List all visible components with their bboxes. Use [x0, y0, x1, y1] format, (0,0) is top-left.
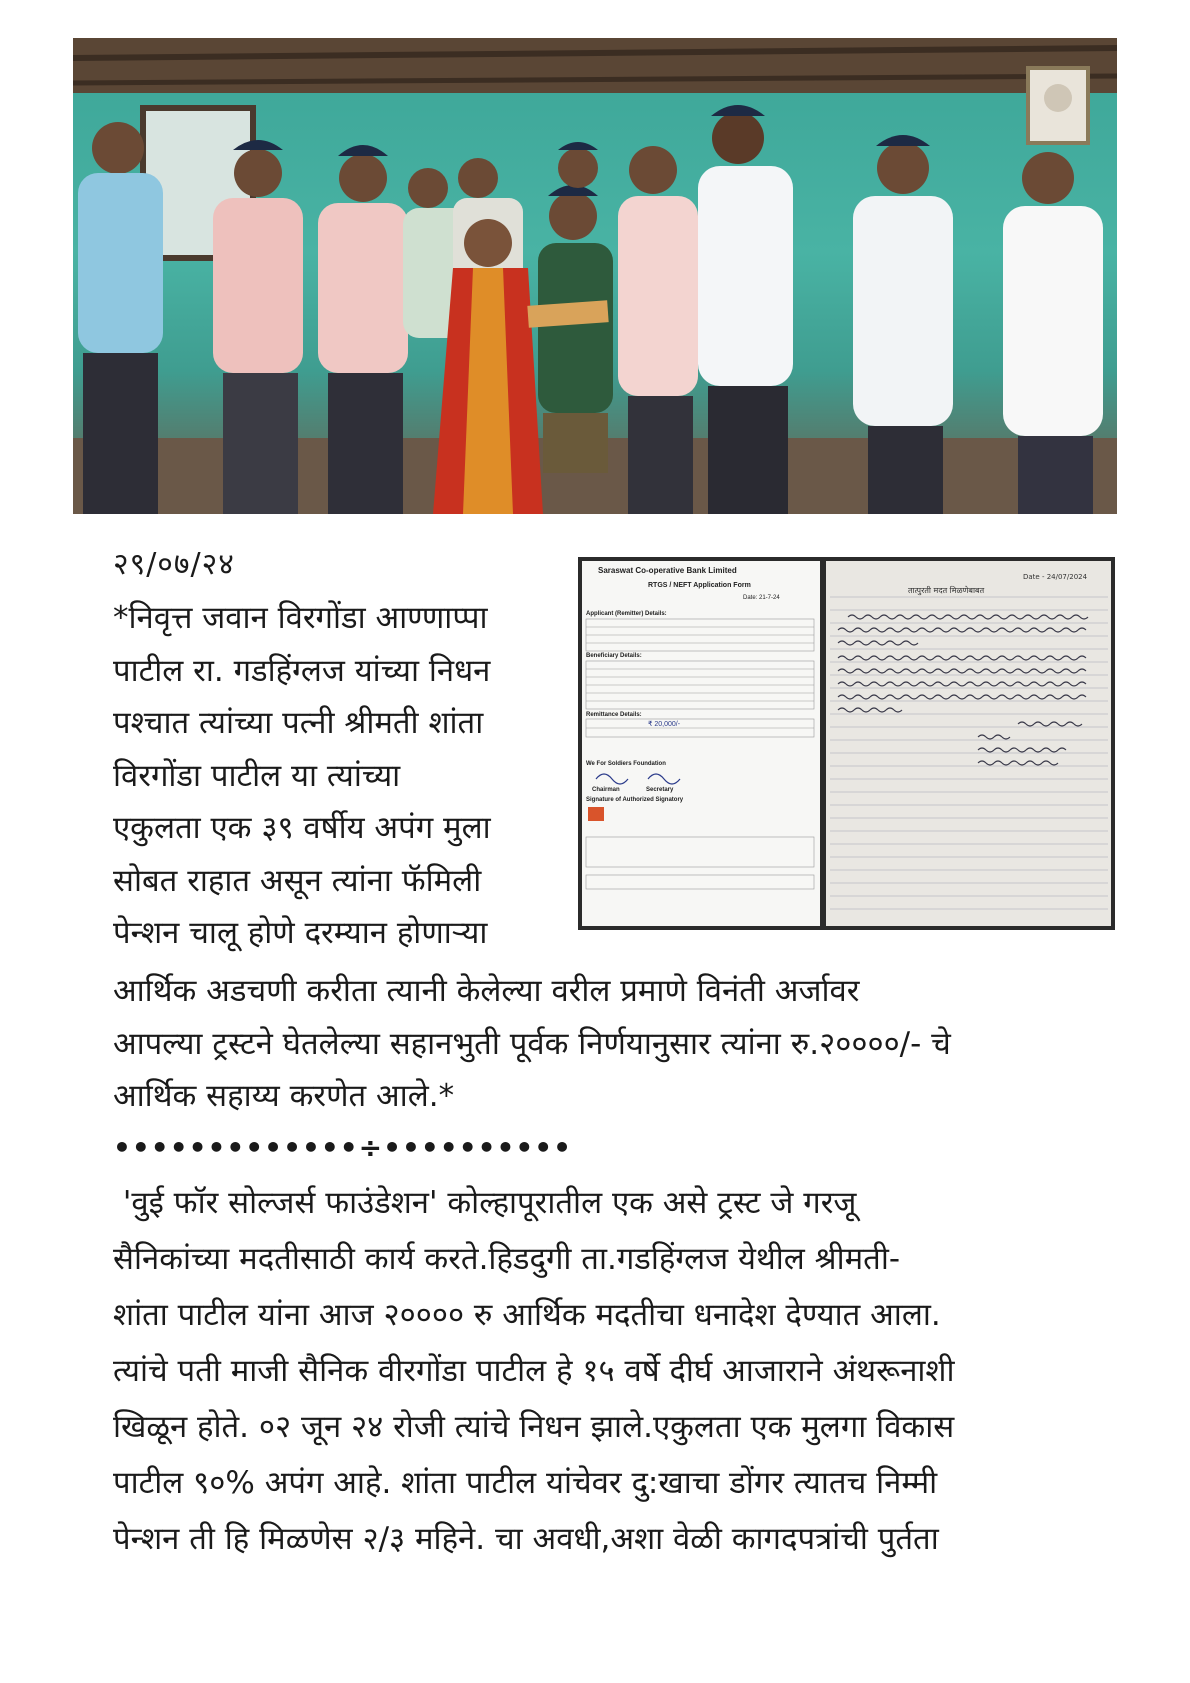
bank-name: Saraswat Co-operative Bank Limited	[598, 566, 737, 575]
document-scans	[578, 557, 1115, 930]
signature-label: Chairman	[592, 787, 620, 793]
text-line: पाटील रा. गडहिंग्लज यांच्या निधन	[113, 652, 491, 689]
form-section: Applicant (Remitter) Details:	[586, 611, 667, 617]
text-line: शांता पाटील यांना आज २०००० रु आर्थिक मदतीचा धनादेश देण्यात आला.	[113, 1297, 941, 1333]
group-photo	[73, 38, 1117, 514]
form-date: Date: 21-7-24	[743, 595, 780, 601]
post-date: २९/०७/२४	[113, 547, 235, 582]
form-title: RTGS / NEFT Application Form	[648, 582, 751, 589]
text-line: खिळून होते. ०२ जून २४ रोजी त्यांचे निधन झाले.एकुलता एक मुलगा विकास	[113, 1409, 955, 1445]
rtgs-form-and-letter-icon	[578, 557, 1115, 930]
text-line: सैनिकांच्या मदतीसाठी कार्य करते.हिडदुगी ता.गडहिंग्लज येथील श्रीमती-	[113, 1241, 901, 1277]
text-line: आर्थिक अडचणी करीता त्यानी केलेल्या वरील प्रमाणे विनंती अर्जावर	[113, 973, 860, 1009]
form-section: Beneficiary Details:	[586, 653, 642, 659]
text-line: सोबत राहात असून त्यांना फॅमिली	[113, 862, 482, 899]
text-line: विरगोंडा पाटील या त्यांच्या	[113, 757, 401, 794]
letter-date: Date - 24/07/2024	[1023, 573, 1088, 581]
group-photo-cheque-handover-icon	[73, 38, 1117, 514]
text-line: पाटील ९०% अपंग आहे. शांता पाटील यांचेवर दु:खाचा डोंगर त्यातच निम्मी	[113, 1465, 938, 1501]
text-line: आपल्या ट्रस्टने घेतलेल्या सहानभुती पूर्वक निर्णयानुसार त्यांना रु.२००००/- चे	[113, 1025, 951, 1062]
text-line: पेन्शन चालू होणे दरम्यान होणाऱ्या	[113, 915, 488, 951]
text-line: आर्थिक सहाय्य करणेत आले.*	[113, 1078, 455, 1114]
form-section: Remittance Details:	[586, 712, 642, 718]
text-line: पेन्शन ती हि मिळणेस २/३ महिने. चा अवधी,अशा वेळी कागदपत्रांची पुर्तता	[113, 1521, 939, 1557]
signature-label: Secretary	[646, 787, 674, 793]
paragraph-2	[113, 1175, 1093, 1567]
text-line: *निवृत्त जवान विरगोंडा आण्णाप्पा	[113, 600, 488, 636]
dotted-divider: •••••••••••••÷••••••••••	[113, 1131, 573, 1164]
paragraph-1-intro	[113, 592, 568, 960]
text-line: 'वुई फॉर सोल्जर्स फाउंडेशन' कोल्हापूरातील एक असे ट्रस्ट जे गरजू	[113, 1185, 857, 1221]
paragraph-1-continued	[113, 965, 1093, 1123]
text-line: त्यांचे पती माजी सैनिक वीरगोंडा पाटील हे १५ वर्षे दीर्घ आजाराने अंथरूनाशी	[113, 1353, 955, 1389]
form-section: Signature of Authorized Signatory	[586, 797, 684, 803]
text-line: एकुलता एक ३९ वर्षीय अपंग मुला	[113, 810, 491, 846]
letter-subject: तात्पुरती मदत मिळणेबाबत	[908, 586, 985, 595]
form-amount: ₹ 20,000/-	[648, 721, 681, 728]
form-foundation: We For Soldiers Foundation	[586, 761, 666, 767]
text-line: पश्चात त्यांच्या पत्नी श्रीमती शांता	[113, 705, 484, 741]
